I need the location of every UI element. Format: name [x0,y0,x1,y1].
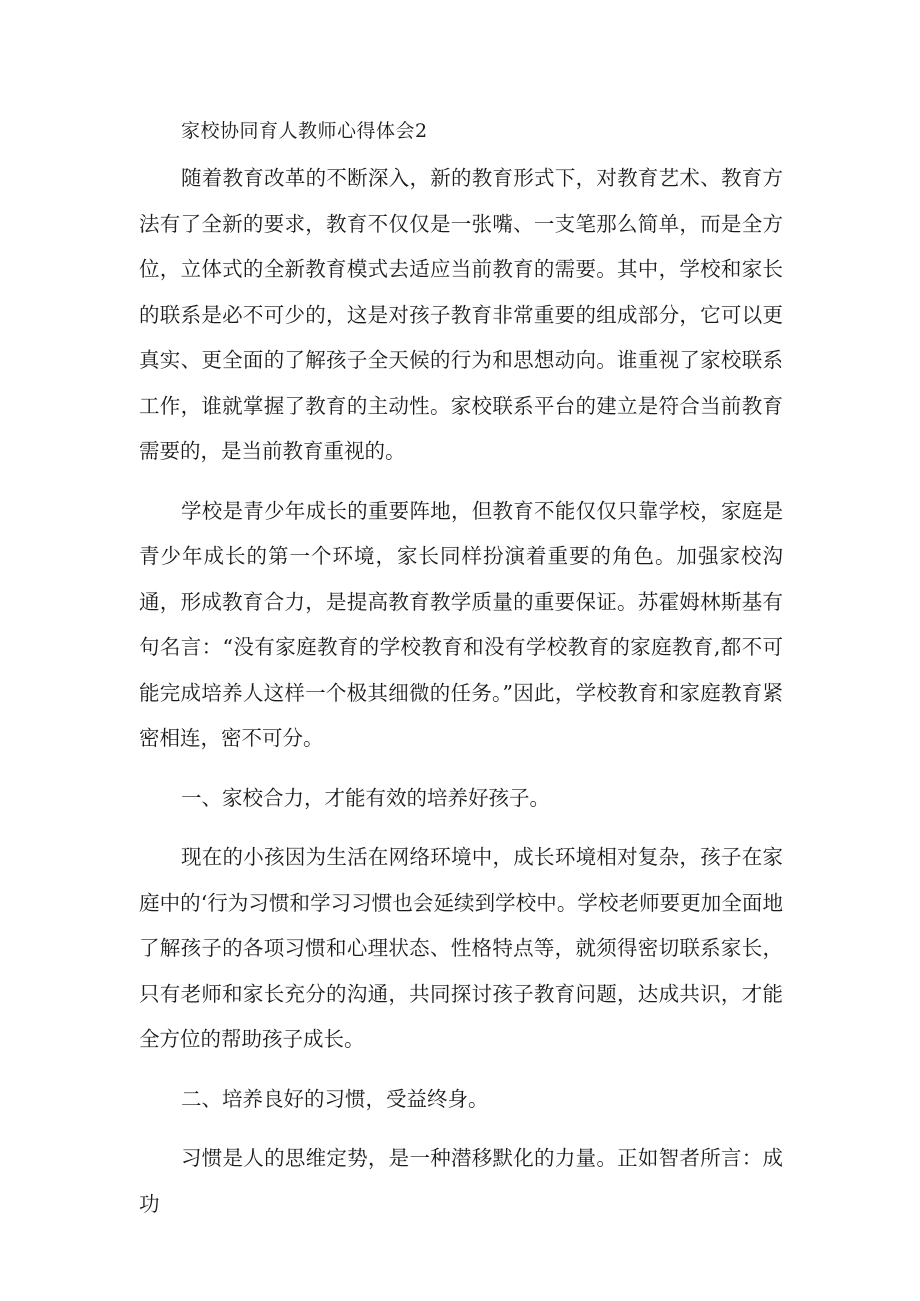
section-2-paragraph: 习惯是人的思维定势，是一种潜移默化的力量。正如智者所言：成功 [139,1146,783,1216]
document-title: 家校协同育人教师心得体会2 [181,120,428,142]
section-2-heading: 二、培养良好的习惯，受益终身。 [181,1086,489,1111]
document-body [139,110,783,1241]
intro-paragraph: 随着教育改革的不断深入，新的教育形式下，对教育艺术、教育方法有了全新的要求，教育不仅仅是一张嘴、一支笔那么简单，而是全方位，立体式的全新教育模式去适应当前教育的需要。其中，学校和家长的联系是必不可少的，这是对孩子教育非常重要的组成部分，它可以更真实、更全面的了解孩子全天候的行为和思想动向。谁重视了家校联系工作，谁就掌握了教育的主动性。家校联系平台的建立是符合当前教育需要的，是当前教育重视的。 [139,166,783,463]
section-1-heading: 一、家校合力，才能有效的培养好孩子。 [181,785,550,810]
section-1-paragraph: 现在的小孩因为生活在网络环境中，成长环境相对复杂，孩子在家庭中的‘行为习惯和学习习惯也会延续到学校中。学校老师要更加全面地了解孩子的各项习惯和心理状态、性格特点等，就须得密切联系家长，只有老师和家长充分的沟通，共同探讨孩子教育问题，达成共识，才能全方位的帮助孩子成长。 [139,845,783,1051]
school-family-paragraph: 学校是青少年成长的重要阵地，但教育不能仅仅只靠学校，家庭是青少年成长的第一个环境，家长同样扮演着重要的角色。加强家校沟通，形成教育合力，是提高教育教学质量的重要保证。苏霍姆林斯基有句名言：“没有家庭教育的学校教育和没有学校教育的家庭教育,都不可能完成培养人这样一个极其细微的任务。”因此，学校教育和家庭教育紧密相连，密不可分。 [139,498,783,750]
